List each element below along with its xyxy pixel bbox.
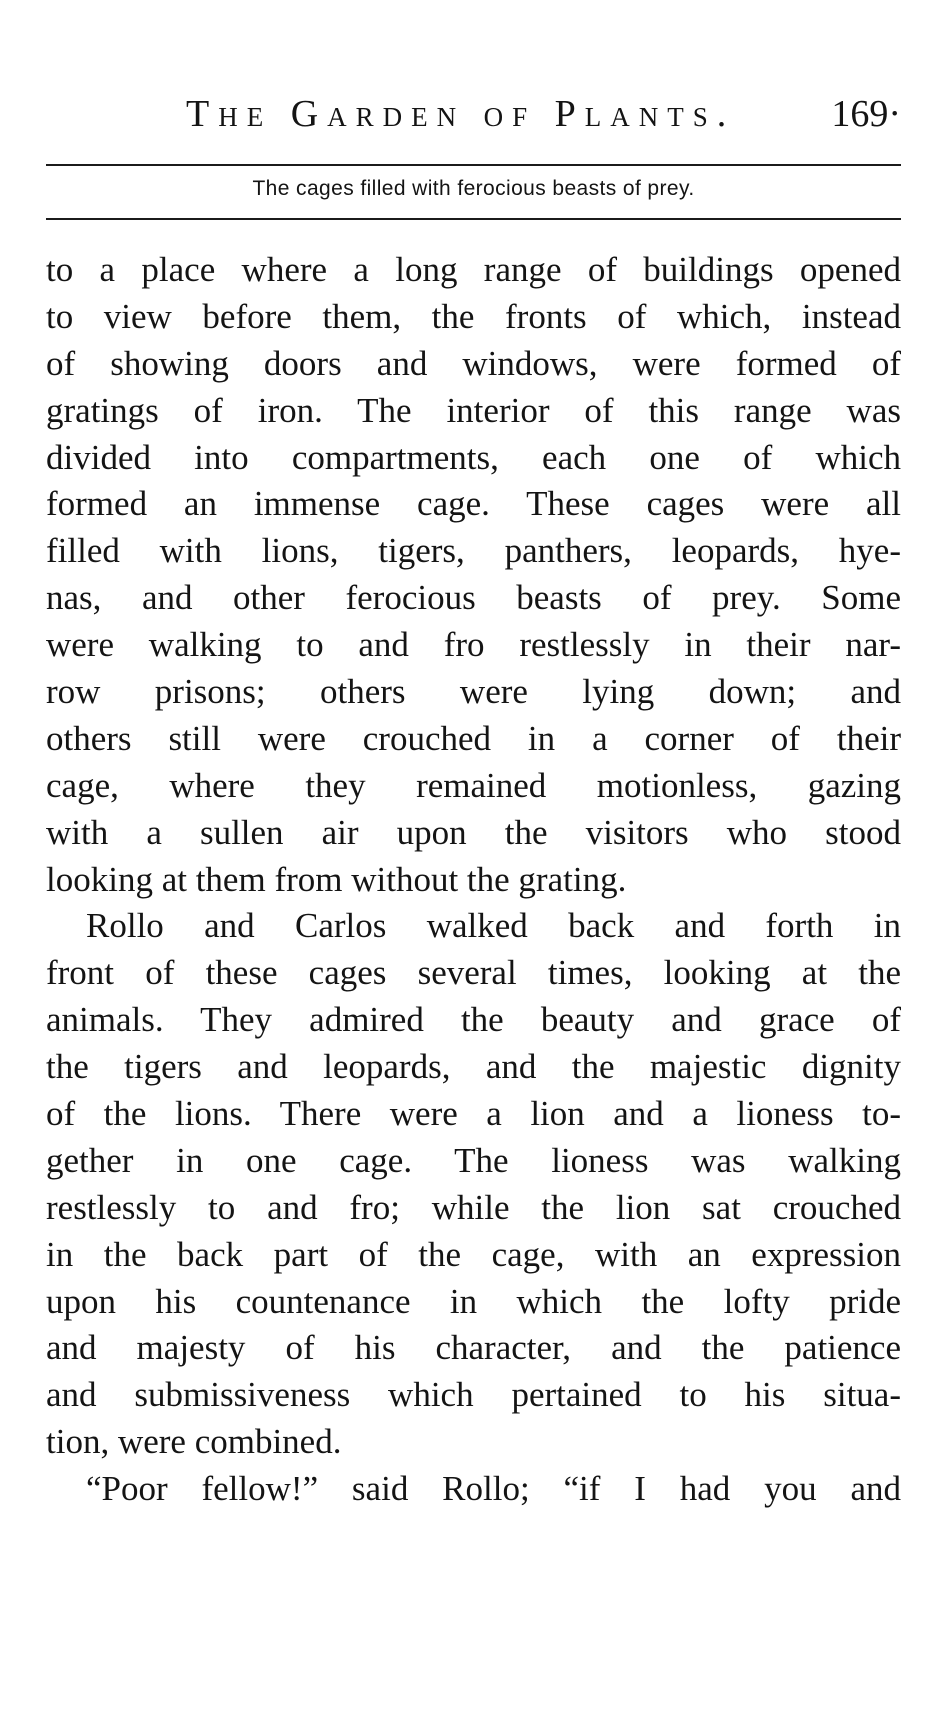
text-line: restlessly to and fro; while the lion sat crouched [46, 1187, 901, 1227]
text-line: were walking to and fro restlessly in their nar- [46, 625, 901, 665]
text-line: looking at them from without the grating. [46, 859, 627, 899]
chapter-subheading: The cages filled with ferocious beasts of prey. [252, 177, 695, 200]
text-line: tion, were combined. [46, 1422, 342, 1462]
body-text [46, 247, 901, 1513]
text-line: of the lions. There were a lion and a lioness to- [46, 1094, 901, 1134]
text-line: of showing doors and windows, were formed of [46, 343, 901, 383]
text-line: filled with lions, tigers, panthers, leopards, hye- [46, 531, 901, 571]
header-rule-top [46, 164, 901, 166]
text-line: to a place where a long range of buildings opened [46, 250, 901, 289]
text-line: front of these cages several times, looking at the [46, 953, 901, 993]
text-line: to view before them, the fronts of which, instead [46, 296, 901, 336]
text-line: “Poor fellow!” said Rollo; “if I had you and [86, 1469, 901, 1509]
text-line: and submissiveness which pertained to his situa- [46, 1375, 901, 1415]
text-line: animals. They admired the beauty and grace of [46, 1000, 901, 1040]
text-line: nas, and other ferocious beasts of prey. Some [46, 578, 901, 618]
text-line: formed an immense cage. These cages were all [46, 484, 901, 524]
text-line: cage, where they remained motionless, gazing [46, 765, 901, 805]
text-line: with a sullen air upon the visitors who stood [46, 812, 901, 852]
page-header [46, 92, 901, 142]
text-line: the tigers and leopards, and the majestic dignity [46, 1047, 901, 1087]
text-line: gether in one cage. The lioness was walking [46, 1140, 901, 1180]
header-rule-bottom [46, 218, 901, 220]
text-line: divided into compartments, each one of which [46, 437, 901, 477]
text-line: row prisons; others were lying down; and [46, 672, 901, 712]
text-line: gratings of iron. The interior of this range was [46, 390, 901, 430]
text-line: in the back part of the cage, with an expression [46, 1234, 901, 1274]
text-line: and majesty of his character, and the patience [46, 1328, 901, 1368]
page-number: 169· [831, 93, 901, 135]
text-line: upon his countenance in which the lofty pride [46, 1281, 901, 1321]
running-title: The Garden of Plants. [186, 93, 736, 135]
text-line: others still were crouched in a corner of their [46, 718, 901, 758]
text-line: Rollo and Carlos walked back and forth in [86, 906, 901, 946]
